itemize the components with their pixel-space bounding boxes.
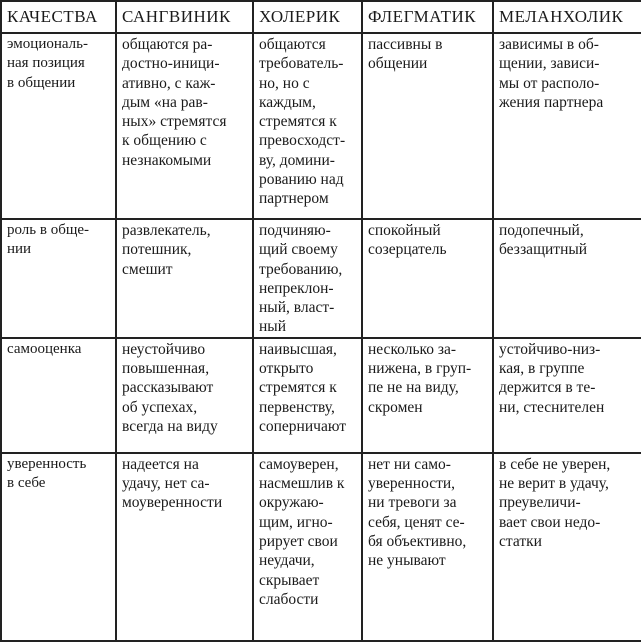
cell-choleric	[253, 453, 362, 641]
cell-melancholic	[493, 338, 641, 453]
cell-text: развлекатель, потешник, смешит	[122, 222, 211, 278]
cell-phlegmatic	[362, 453, 493, 641]
row-label	[1, 33, 116, 219]
row-label	[1, 453, 116, 641]
cell-choleric	[253, 33, 362, 219]
header-sanguine: САНГВИНИК	[116, 1, 253, 33]
cell-text: общаются требователь- но, но с каждым, стремятся к превосходст- ву, домини- рованию над партнером	[259, 36, 346, 208]
cell-text: пассивны в общении	[368, 36, 443, 73]
cell-text: неустойчиво повышенная, рассказывают об успехах, всегда на виду	[122, 340, 218, 435]
cell-sanguine	[116, 219, 253, 338]
header-choleric: ХОЛЕРИК	[253, 1, 362, 33]
cell-text: общаются ра- достно-иници- ативно, с каж- дым «на рав- ных» стремятся к общению с незнакомыми	[122, 36, 227, 169]
header-qualities: КАЧЕСТВА	[1, 1, 116, 33]
cell-melancholic	[493, 453, 641, 641]
cell-text: в себе не уверен, не верит в удачу, преувеличи- вает свои недо- статки	[499, 455, 611, 550]
cell-phlegmatic	[362, 338, 493, 453]
cell-text: нет ни само- уверенности, ни тревоги за себя, ценят се- бя объективно, не унывают	[368, 455, 467, 570]
row-label-text: роль в обще- нии	[7, 222, 90, 258]
cell-choleric	[253, 338, 362, 453]
cell-text: спокойный созерцатель	[368, 222, 447, 259]
header-melancholic: МЕЛАНХОЛИК	[493, 1, 641, 33]
cell-sanguine	[116, 33, 253, 219]
row-label	[1, 219, 116, 338]
cell-melancholic	[493, 33, 641, 219]
cell-text: надеется на удачу, нет са- моуверенности	[122, 455, 223, 512]
row-label-text: самооценка	[7, 340, 82, 357]
cell-melancholic	[493, 219, 641, 338]
cell-text: зависимы в об- щении, зависи- мы от располо- жения партнера	[499, 36, 604, 111]
table-row-communication-role	[1, 219, 641, 338]
table-row-emotional-position	[1, 33, 641, 219]
row-label	[1, 338, 116, 453]
cell-phlegmatic	[362, 219, 493, 338]
cell-phlegmatic	[362, 33, 493, 219]
cell-text: устойчиво-низ- кая, в группе держится в те- ни, стеснителен	[499, 340, 605, 416]
cell-text: несколько за- нижена, в груп- пе не на виду, скромен	[368, 340, 472, 416]
cell-sanguine	[116, 338, 253, 453]
cell-text: подчиняю- щий своему требованию, непреклон- ный, власт- ный	[259, 222, 343, 336]
row-label-text: эмоциональ- ная позиция в общении	[7, 36, 88, 91]
cell-text: наивысшая, открыто стремятся к первенству, соперничают	[259, 340, 346, 435]
cell-choleric	[253, 219, 362, 338]
cell-text: самоуверен, насмешлив к окружаю- щим, игно- рирует свои неудачи, скрывает слабости	[259, 455, 345, 608]
header-phlegmatic: ФЛЕГМАТИК	[362, 1, 493, 33]
cell-text: подопечный, беззащитный	[499, 222, 588, 259]
table-header-row	[1, 1, 641, 33]
row-label-text: уверенность в себе	[7, 455, 87, 492]
cell-sanguine	[116, 453, 253, 641]
table-row-self-esteem	[1, 338, 641, 453]
table-row-self-confidence	[1, 453, 641, 641]
